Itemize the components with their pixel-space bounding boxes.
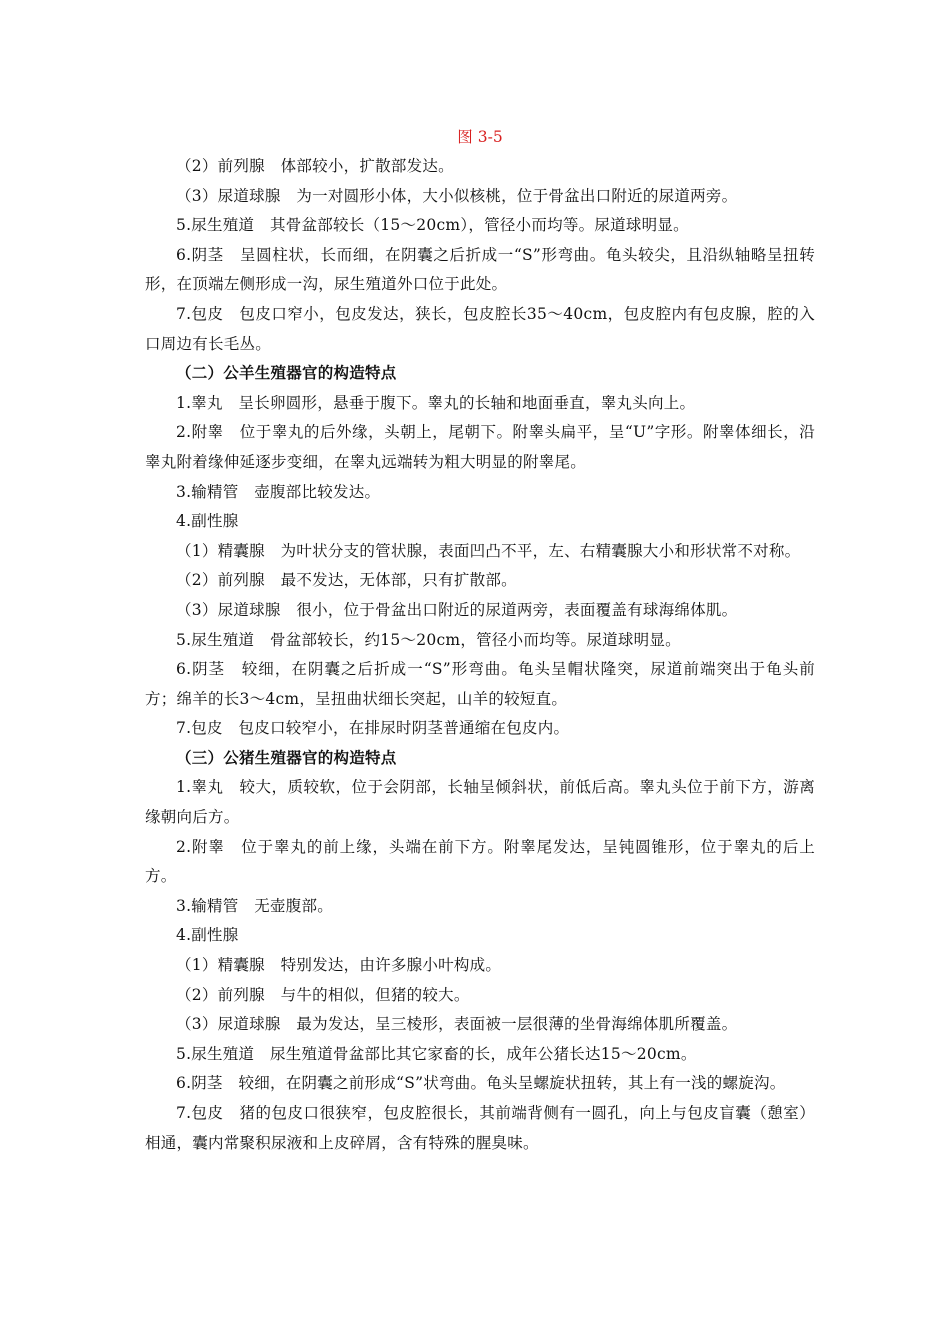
paragraph: （1）精囊腺 为叶状分支的管状腺，表面凹凸不平，左、右精囊腺大小和形状常不对称。 xyxy=(176,541,801,560)
paragraph: （1）精囊腺 特别发达，由许多腺小叶构成。 xyxy=(176,956,502,975)
paragraph: 7.包皮 包皮口窄小，包皮发达，狭长，包皮腔长35～40cm，包皮腔内有包皮腺，腔的入口周边有长毛丛。 xyxy=(145,304,815,353)
paragraph: （2）前列腺 体部较小，扩散部发达。 xyxy=(176,157,454,175)
paragraph: 7.包皮 包皮口较窄小，在排尿时阴茎普通缩在包皮内。 xyxy=(176,719,570,738)
paragraph: 5.尿生殖道 其骨盆部较长（15～20cm），管径小而均等。尿道球明显。 xyxy=(176,216,689,235)
paragraph: 4.副性腺 xyxy=(176,512,239,531)
paragraph: 3.输精管 无壶腹部。 xyxy=(176,896,334,915)
paragraph: 2.附睾 位于睾丸的后外缘，头朝上，尾朝下。附睾头扁平，呈“U”字形。附睾体细长，沿睾丸附着缘伸延逐步变细，在睾丸远端转为粗大明显的附睾尾。 xyxy=(145,423,815,471)
document-page xyxy=(145,0,815,1344)
paragraph: 3.输精管 壶腹部比较发达。 xyxy=(176,482,381,501)
paragraph: 4.副性腺 xyxy=(176,926,239,945)
section-heading: （三）公猪生殖器官的构造特点 xyxy=(176,748,397,767)
paragraph: 7.包皮 猪的包皮口很狭窄，包皮腔很长，其前端背侧有一圆孔，向上与包皮盲囊（憩室）相通，囊内常聚积尿液和上皮碎屑，含有特殊的腥臭味。 xyxy=(145,1104,815,1152)
paragraph: 6.阴茎 呈圆柱状，长而细，在阴囊之后折成一“S”形弯曲。龟头较尖，且沿纵轴略呈扭转形，在顶端左侧形成一沟，尿生殖道外口位于此处。 xyxy=(145,245,815,294)
paragraph: （2）前列腺 最不发达，无体部，只有扩散部。 xyxy=(176,571,517,590)
paragraph: 1.睾丸 较大，质较软，位于会阴部，长轴呈倾斜状，前低后高。睾丸头位于前下方，游离缘朝向后方。 xyxy=(145,778,815,827)
section-heading: （二）公羊生殖器官的构造特点 xyxy=(176,364,397,383)
paragraph: （3）尿道球腺 最为发达，呈三棱形，表面被一层很薄的坐骨海绵体肌所覆盖。 xyxy=(176,1015,738,1034)
paragraph: （3）尿道球腺 很小，位于骨盆出口附近的尿道两旁，表面覆盖有球海绵体肌。 xyxy=(176,600,738,619)
paragraph: 6.阴茎 较细，在阴囊之后折成一“S”形弯曲。龟头呈帽状隆突，尿道前端突出于龟头前方；绵羊的长3～4cm，呈扭曲状细长突起，山羊的较短直。 xyxy=(145,660,815,708)
paragraph: 6.阴茎 较细，在阴囊之前形成“S”状弯曲。龟头呈螺旋状扭转，其上有一浅的螺旋沟。 xyxy=(176,1074,786,1093)
paragraph: 2.附睾 位于睾丸的前上缘，头端在前下方。附睾尾发达，呈钝圆锥形，位于睾丸的后上方。 xyxy=(145,837,815,886)
document-body xyxy=(145,152,815,1158)
paragraph: 5.尿生殖道 骨盆部较长，约15～20cm，管径小而均等。尿道球明显。 xyxy=(176,630,681,649)
paragraph: 5.尿生殖道 尿生殖道骨盆部比其它家畜的长，成年公猪长达15～20cm。 xyxy=(176,1044,697,1063)
paragraph: （3）尿道球腺 为一对圆形小体，大小似核桃，位于骨盆出口附近的尿道两旁。 xyxy=(176,186,738,205)
figure-caption: 图 3-5 xyxy=(457,128,503,146)
paragraph: 1.睾丸 呈长卵圆形，悬垂于腹下。睾丸的长轴和地面垂直，睾丸头向上。 xyxy=(176,393,696,412)
paragraph: （2）前列腺 与牛的相似，但猪的较大。 xyxy=(176,985,470,1004)
